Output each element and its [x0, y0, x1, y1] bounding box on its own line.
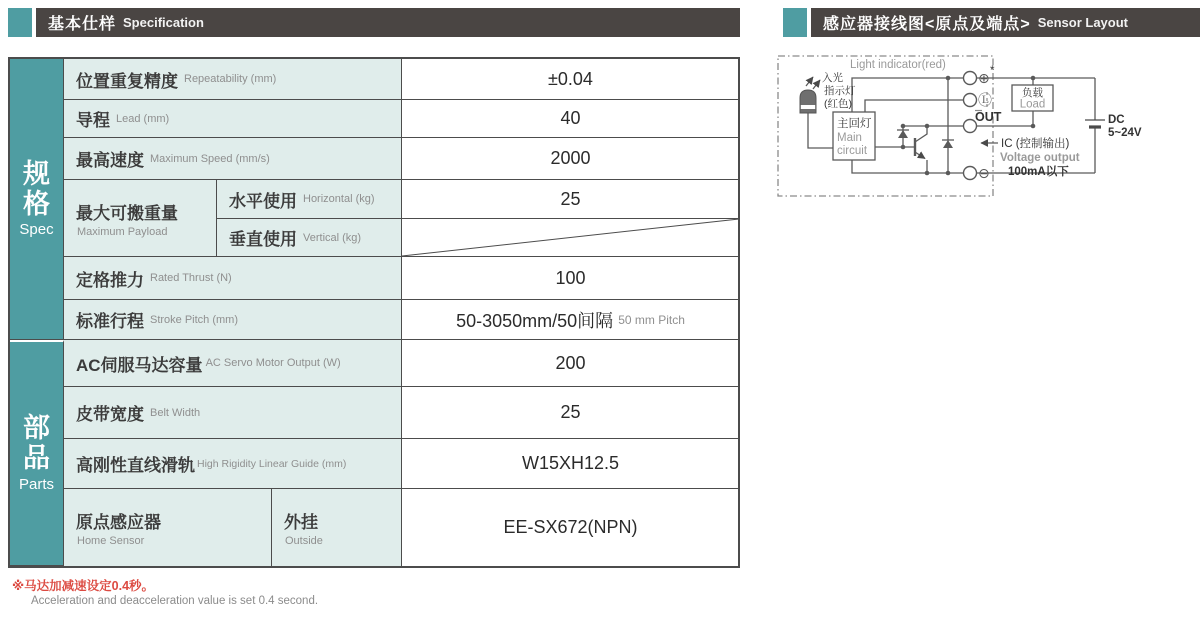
row-payload-vertical-label — [217, 219, 402, 257]
row-home-sensor-mount — [272, 489, 402, 566]
section-parts — [10, 340, 64, 566]
value-text: 200 — [555, 352, 586, 373]
main-circuit-en: Main — [837, 132, 862, 144]
section-spec — [10, 59, 64, 340]
row-servo-output-value — [402, 340, 740, 387]
row-lead-value — [402, 100, 740, 138]
junction-dot — [901, 124, 906, 129]
label-en: Stroke Pitch (mm) — [150, 313, 239, 326]
label-en: Repeatability (mm) — [184, 73, 277, 85]
row-payload-vertical-value — [402, 219, 740, 257]
label-en: Rated Thrust (N) — [150, 272, 232, 284]
junction-dot — [901, 145, 906, 150]
specification-title-zh: 基本仕样 — [48, 16, 117, 33]
label-en: Horizontal (kg) — [303, 193, 375, 205]
teal-accent-block — [8, 8, 32, 37]
light-indicator-zh: (红色) — [824, 98, 852, 110]
sensor-layout-header-body — [811, 8, 1200, 37]
row-linear-guide-value — [402, 439, 740, 489]
section-parts-zh-char: 部 — [23, 413, 50, 444]
label-zh: 水平使用 — [229, 191, 297, 211]
row-home-sensor-value — [402, 489, 740, 566]
specification-header-bar — [8, 8, 740, 37]
label-zh: 原点感应器 — [76, 513, 161, 532]
row-home-sensor-label — [64, 489, 272, 566]
label-en: AC Servo Motor Output (W) — [205, 357, 341, 369]
junction-dot — [925, 171, 930, 176]
footnote-zh: ※马达加减速设定0.4秒。 — [12, 579, 155, 593]
row-rated-thrust-value — [402, 257, 740, 300]
dc-voltage-label: 5~24V — [1108, 127, 1142, 139]
junction-dot — [925, 124, 930, 129]
section-parts-en: Parts — [18, 475, 54, 493]
value-text: 50-3050mm/50间隔 — [456, 310, 614, 331]
row-payload-horizontal-value — [402, 180, 740, 219]
transistor-collector — [915, 126, 927, 142]
light-indicator-zh: 入光 — [822, 72, 843, 84]
label-en: High Rigidity Linear Guide (mm) — [197, 457, 347, 470]
ic-label: IC (控制输出) — [1001, 138, 1070, 150]
terminal-plus-symbol: ⊕ — [978, 70, 990, 86]
specification-header-body — [36, 8, 740, 37]
junction-dot — [946, 171, 951, 176]
light-indicator-zh: 指示灯 — [824, 85, 856, 97]
label-en: Maximum Payload — [77, 225, 168, 238]
row-payload-group-label — [64, 180, 217, 257]
sensor-wiring-diagram — [770, 50, 1200, 210]
value-text: 25 — [560, 402, 581, 422]
label-en: Belt Width — [150, 406, 201, 419]
main-circuit-zh: 主回灯 — [837, 118, 872, 130]
row-lead-label — [64, 100, 402, 138]
terminal-star: * — [990, 65, 995, 77]
row-servo-output-label — [64, 340, 402, 387]
label-en: Maximum Speed (mm/s) — [150, 152, 270, 165]
label-en: Lead (mm) — [116, 112, 170, 125]
terminal-plus-circle — [964, 72, 977, 85]
label-zh: 外挂 — [284, 513, 318, 532]
label-zh: 位置重复精度 — [76, 71, 178, 91]
value-text: 2000 — [550, 148, 591, 168]
row-repeatability-value — [402, 59, 740, 100]
row-stroke-pitch-label — [64, 300, 402, 340]
row-stroke-pitch-value — [402, 300, 740, 340]
label-zh: AC伺服马达容量 — [76, 355, 203, 375]
label-zh: 最高速度 — [76, 151, 144, 170]
section-spec-en: Spec — [19, 221, 54, 239]
label-zh: 高刚性直线滑轨 — [76, 456, 195, 475]
zener2-icon — [943, 140, 953, 148]
value-text: 25 — [560, 188, 581, 209]
row-rated-thrust-label — [64, 257, 402, 300]
section-spec-zh-char: 规 — [23, 158, 50, 189]
value-text: W15XH12.5 — [521, 453, 620, 473]
not-applicable-diagonal-line — [402, 219, 739, 256]
row-max-speed-label — [64, 138, 402, 180]
value-subtext: 50 mm Pitch — [618, 312, 685, 327]
label-zh: 标准行程 — [76, 312, 144, 331]
terminal-minus-circle — [964, 167, 977, 180]
sensor-layout-title-zh: 感应器接线图<原点及端点> — [823, 16, 1031, 33]
row-belt-width-value — [402, 387, 740, 439]
junction-dot — [946, 76, 951, 81]
label-en: Vertical (kg) — [303, 231, 362, 244]
section-parts-zh-char: 品 — [23, 443, 50, 473]
led-band — [801, 105, 815, 109]
led-indicator-icon — [800, 90, 816, 113]
load-zh: 负载 — [1022, 87, 1043, 99]
light-indicator-en: Light indicator(red) — [850, 59, 946, 71]
footnote-en: Acceleration and deacceleration value is set 0.4 second. — [31, 595, 319, 607]
sensor-wiring-svg — [770, 50, 1200, 210]
value-text: EE-SX672(NPN) — [503, 517, 638, 537]
junction-dot — [1031, 76, 1036, 81]
terminal-l-circle — [964, 94, 977, 107]
label-en: Outside — [285, 535, 323, 547]
terminal-minus-symbol: ⊖ — [978, 165, 990, 181]
out-label: OUT — [975, 110, 1002, 124]
transistor-emitter-arrow — [915, 152, 925, 159]
label-en: Home Sensor — [77, 535, 145, 547]
sensor-layout-title-en: Sensor Layout — [1037, 15, 1128, 30]
row-max-speed-value — [402, 138, 740, 180]
row-linear-guide-label — [64, 439, 402, 489]
label-zh: 定格推力 — [76, 270, 144, 290]
row-payload-horizontal-label — [217, 180, 402, 219]
label-zh: 最大可搬重量 — [76, 203, 178, 223]
label-zh: 导程 — [76, 111, 110, 130]
terminal-l-symbol: Ⓛ — [978, 92, 992, 108]
wire-led — [808, 113, 833, 148]
label-zh: 垂直使用 — [229, 230, 297, 249]
load-en: Load — [1019, 98, 1046, 111]
junction-dot — [1031, 124, 1036, 129]
light-ray-arrow — [806, 77, 813, 86]
section-spec-zh-char: 格 — [23, 188, 50, 219]
current-limit-label: 100mA以下 — [1008, 166, 1069, 178]
light-ray-arrow — [813, 80, 820, 89]
row-repeatability-label — [64, 59, 402, 100]
value-text: ±0.04 — [548, 68, 593, 89]
main-circuit-en: circuit — [837, 145, 868, 157]
value-text: 100 — [555, 267, 586, 288]
value-text: 40 — [560, 108, 581, 128]
sensor-layout-header-bar — [783, 8, 1200, 37]
specification-table — [8, 57, 740, 568]
zener1-icon — [898, 130, 908, 138]
row-belt-width-label — [64, 387, 402, 439]
dc-label: DC — [1108, 114, 1125, 126]
voltage-output-label: Voltage output — [1000, 152, 1080, 164]
teal-accent-block — [783, 8, 807, 37]
specification-title-en: Specification — [123, 15, 204, 30]
label-zh: 皮带宽度 — [76, 405, 144, 424]
wire-l-terminal — [865, 100, 970, 112]
